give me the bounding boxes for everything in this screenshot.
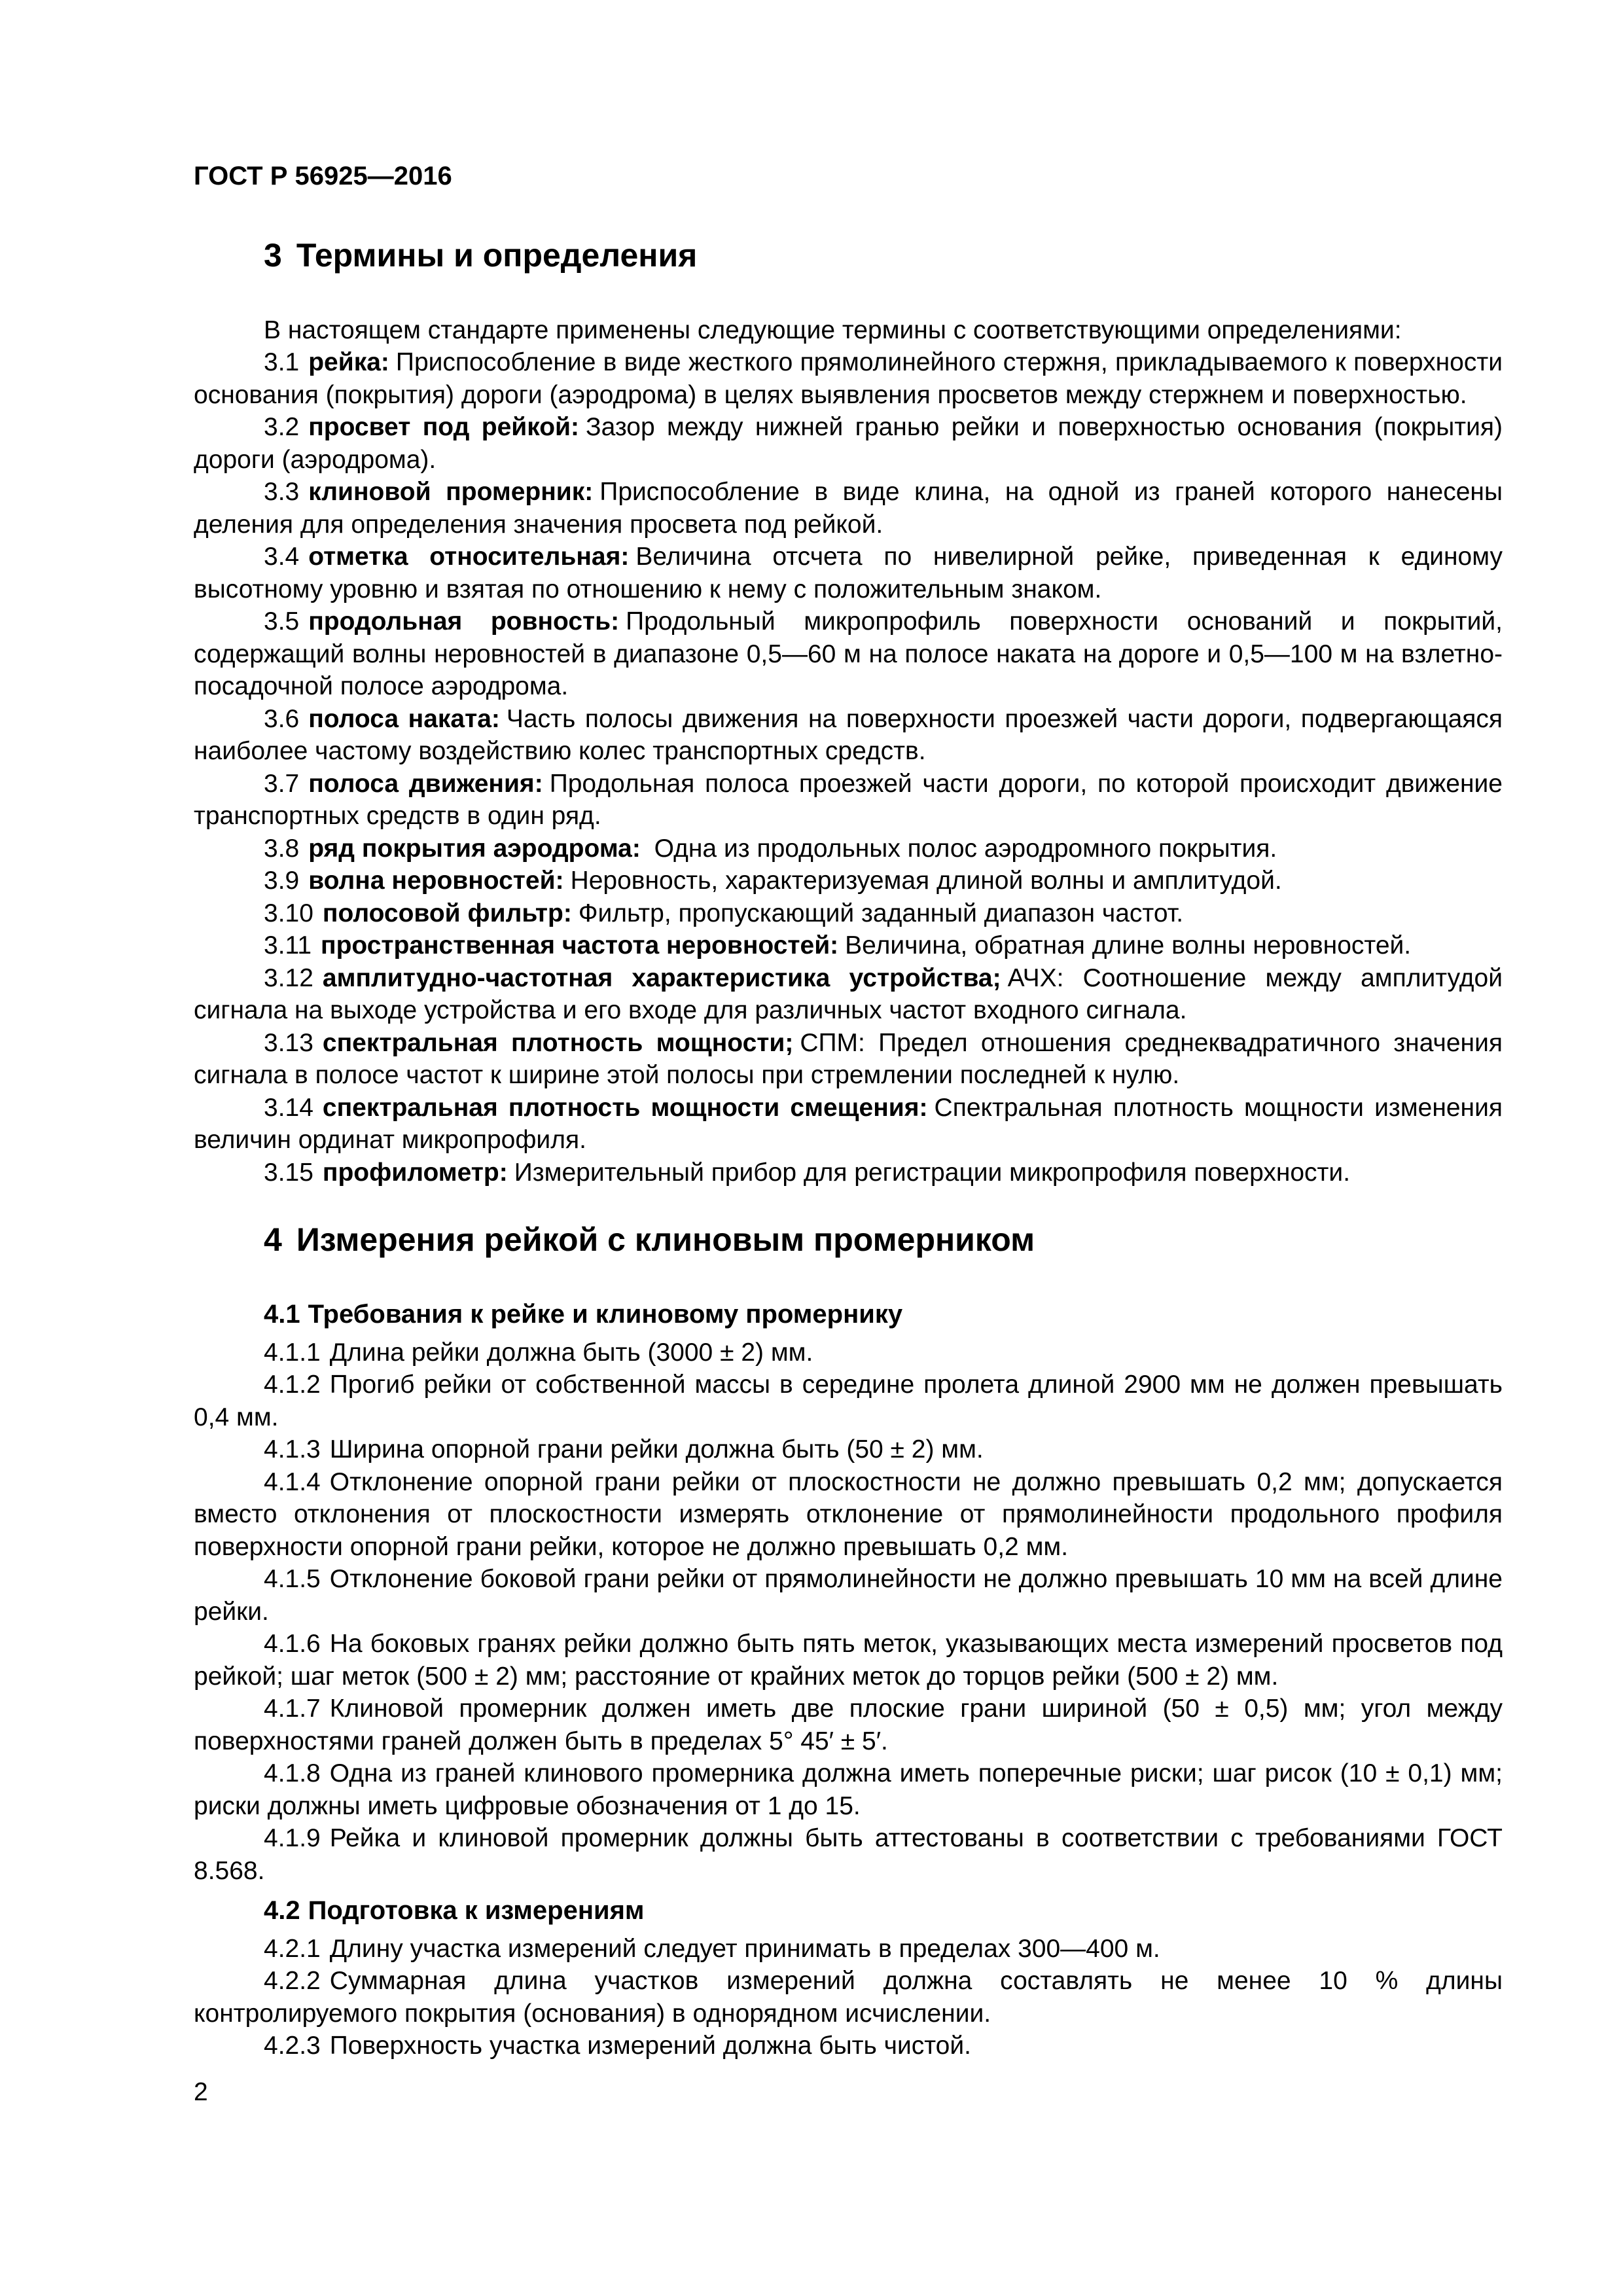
term-definition: Приспособление в виде жесткого прямолинейного стержня, прикладываемого к поверхности основания (покрытия) дороги (аэродрома) в целях выявления просветов между стержнем и поверхностью.	[194, 348, 1503, 409]
term-definition: Продольный микропрофиль поверхности оснований и покрытий, содержащий волны неровностей в диапазоне 0,5—60 м на полосе наката на дороге и 0,5—100 м на взлетно-посадочной полосе аэродрома.	[194, 607, 1503, 700]
section-number: 3	[264, 236, 282, 274]
clause-text: Одна из граней клинового промерника должна иметь поперечные риски; шаг рисок (10 ± 0,1) мм; риски должны иметь цифровые обозначения от 1 до 15.	[194, 1759, 1503, 1820]
term-definition: Величина отсчета по нивелирной рейке, приведенная к единому высотному уровню и взятая по отношению к нему с положительным знаком.	[194, 543, 1503, 603]
term-name: спектральная плотность мощности;	[322, 1028, 794, 1057]
clause-text: Отклонение боковой грани рейки от прямолинейности не должно превышать 10 мм на всей длине рейки.	[194, 1565, 1503, 1626]
section-3-title	[264, 236, 1503, 275]
section-title-text: Термины и определения	[296, 236, 698, 274]
term-definition: Зазор между нижней гранью рейки и поверхностью основания (покрытия) дороги (аэродрома).	[194, 413, 1503, 474]
term-3-2: 3.2 просвет под рейкой: Зазор между нижней гранью рейки и поверхностью основания (покрытия) дороги (аэродрома).	[194, 413, 1503, 474]
term-name: полосовой фильтр:	[322, 899, 572, 927]
clause-4-1-3: 4.1.3 Ширина опорной грани рейки должна быть (50 ± 2) мм.	[264, 1435, 984, 1463]
clause-text: На боковых гранях рейки должно быть пять меток, указывающих места измерений просветов под рейкой; шаг меток (500 ± 2) мм; расстояние от крайних меток до торцов рейки (500 ± 2) мм.	[194, 1630, 1503, 1691]
term-name: клиновой промерник:	[308, 478, 594, 506]
clause-text: Рейка и клиновой промерник должны быть аттестованы в соответствии с требованиями ГОСТ 8.568.	[194, 1824, 1503, 1885]
clause-text: Суммарная длина участков измерений должна составлять не менее 10 % длины контролируемого покрытия (основания) в однорядном исчислении.	[194, 1967, 1503, 2028]
section-number: 4	[264, 1221, 282, 1258]
term-definition: Одна из продольных полос аэродромного покрытия.	[647, 834, 1277, 863]
term-3-8: 3.8 ряд покрытия аэродрома: Одна из продольных полос аэродромного покрытия.	[264, 834, 1277, 863]
term-name: профилометр:	[322, 1158, 508, 1187]
term-3-7: 3.7 полоса движения: Продольная полоса проезжей части дороги, по которой происходит движение транспортных средств в один ряд.	[194, 769, 1503, 830]
clause-4-2-3: 4.2.3 Поверхность участка измерений должна быть чистой.	[264, 2032, 971, 2060]
term-3-12: 3.12 амплитудно-частотная характеристика устройства; АЧХ: Соотношение между амплитудой сигнала на выходе устройства и его входе для различных частот входного сигнала.	[194, 963, 1503, 1024]
clause-4-2-1: 4.2.1 Длину участка измерений следует принимать в пределах 300—400 м.	[264, 1934, 1160, 1963]
clause-text: Длина рейки должна быть (3000 ± 2) мм.	[329, 1338, 813, 1367]
term-definition: СПМ: Предел отношения среднеквадратичного значения сигнала в полосе частот к ширине этой полосы при стремлении последней к нулю.	[194, 1028, 1503, 1089]
clause-text: Длину участка измерений следует принимать в пределах 300—400 м.	[329, 1934, 1160, 1963]
clause-4-1-5: 4.1.5 Отклонение боковой грани рейки от прямолинейности не должно превышать 10 мм на всей длине рейки.	[194, 1565, 1503, 1626]
clause-text: Ширина опорной грани рейки должна быть (50 ± 2) мм.	[329, 1435, 984, 1463]
term-definition: Продольная полоса проезжей части дороги, по которой происходит движение транспортных средств в один ряд.	[194, 769, 1503, 830]
term-name: пространственная частота неровностей:	[321, 931, 839, 960]
term-3-1: 3.1 рейка: Приспособление в виде жесткого прямолинейного стержня, прикладываемого к поверхности основания (покрытия) дороги (аэродрома) в целях выявления просветов между стержнем и поверхностью.	[194, 348, 1503, 409]
subsection-4-1-title: 4.1 Требования к рейке и клиновому промернику	[264, 1300, 903, 1329]
clause-text: Клиновой промерник должен иметь две плоские грани шириной (50 ± 0,5) мм; угол между поверхностями граней должен быть в пределах 5° 45′ ± 5′.	[194, 1695, 1503, 1755]
term-definition: Часть полосы движения на поверхности проезжей части дороги, подвергающаяся наиболее частому воздействию колес транспортных средств.	[194, 704, 1503, 765]
clause-text: Отклонение опорной грани рейки от плоскостности не должно превышать 0,2 мм; допускается вместо отклонения от плоскостности измерять отклонение от прямолинейности продольного профиля поверхности опорной грани рейки, которое не должно превышать 0,2 мм.	[194, 1467, 1503, 1561]
term-definition: Приспособление в виде клина, на одной из граней которого нанесены деления для определения значения просвета под рейкой.	[194, 478, 1503, 539]
term-definition: Величина, обратная длине волны неровностей.	[845, 931, 1412, 960]
document-id: ГОСТ Р 56925—2016	[194, 162, 452, 190]
section-4-title	[264, 1220, 1503, 1259]
term-3-11: 3.11 пространственная частота неровностей: Величина, обратная длине волны неровностей.	[264, 931, 1412, 960]
clause-4-1-7: 4.1.7 Клиновой промерник должен иметь две плоские грани шириной (50 ± 0,5) мм; угол между поверхностями граней должен быть в пределах 5° 45′ ± 5′.	[194, 1695, 1503, 1755]
term-definition: АЧХ: Соотношение между амплитудой сигнала на выходе устройства и его входе для различных частот входного сигнала.	[194, 963, 1503, 1024]
term-3-4: 3.4 отметка относительная: Величина отсчета по нивелирной рейке, приведенная к единому высотному уровню и взятая по отношению к нему с положительным знаком.	[194, 543, 1503, 603]
term-3-10: 3.10 полосовой фильтр: Фильтр, пропускающий заданный диапазон частот.	[264, 899, 1184, 927]
term-3-14: 3.14 спектральная плотность мощности смещения: Спектральная плотность мощности изменения величин ординат микропрофиля.	[194, 1093, 1503, 1154]
clause-4-1-8: 4.1.8 Одна из граней клинового промерника должна иметь поперечные риски; шаг рисок (10 ± 0,1) мм; риски должны иметь цифровые обозначения от 1 до 15.	[194, 1759, 1503, 1820]
term-3-15: 3.15 профилометр: Измерительный прибор для регистрации микропрофиля поверхности.	[264, 1158, 1351, 1187]
term-3-9: 3.9 волна неровностей: Неровность, характеризуемая длиной волны и амплитудой.	[264, 867, 1282, 895]
page-number: 2	[194, 2078, 208, 2106]
term-name: полоса наката:	[308, 704, 500, 733]
clause-4-1-6: 4.1.6 На боковых гранях рейки должно быть пять меток, указывающих места измерений просветов под рейкой; шаг меток (500 ± 2) мм; расстояние от крайних меток до торцов рейки (500 ± 2) мм.	[194, 1630, 1503, 1691]
clause-4-1-9: 4.1.9 Рейка и клиновой промерник должны быть аттестованы в соответствии с требованиями ГОСТ 8.568.	[194, 1824, 1503, 1885]
page-content	[194, 160, 1503, 2062]
term-name: отметка относительная:	[308, 543, 630, 571]
section-title-text: Измерения рейкой с клиновым промерником	[296, 1221, 1035, 1258]
term-name: просвет под рейкой:	[308, 413, 580, 441]
term-3-13: 3.13 спектральная плотность мощности; СПМ: Предел отношения среднеквадратичного значения сигнала в полосе частот к ширине этой полосы при стремлении последней к нулю.	[194, 1028, 1503, 1089]
term-definition: Измерительный прибор для регистрации микропрофиля поверхности.	[514, 1158, 1351, 1187]
term-3-6: 3.6 полоса наката: Часть полосы движения на поверхности проезжей части дороги, подвергающаяся наиболее частому воздействию колес транспортных средств.	[194, 704, 1503, 765]
term-3-5: 3.5 продольная ровность: Продольный микропрофиль поверхности оснований и покрытий, содержащий волны неровностей в диапазоне 0,5—60 м на полосе наката на дороге и 0,5—100 м на взлетно-посадочной полосе аэродрома.	[194, 607, 1503, 700]
clause-text: Прогиб рейки от собственной массы в середине пролета длиной 2900 мм не должен превышать 0,4 мм.	[194, 1371, 1503, 1431]
clause-4-1-2: 4.1.2 Прогиб рейки от собственной массы в середине пролета длиной 2900 мм не должен превышать 0,4 мм.	[194, 1371, 1503, 1431]
term-name: ряд покрытия аэродрома:	[308, 834, 641, 863]
term-name: рейка:	[308, 348, 389, 376]
clause-text: Поверхность участка измерений должна быть чистой.	[329, 2032, 971, 2060]
term-definition: Неровность, характеризуемая длиной волны и амплитудой.	[570, 867, 1282, 895]
term-name: полоса движения:	[308, 769, 543, 798]
term-name: волна неровностей:	[308, 867, 564, 895]
subsection-4-2-title: 4.2 Подготовка к измерениям	[264, 1896, 645, 1925]
term-definition: Фильтр, пропускающий заданный диапазон частот.	[578, 899, 1184, 927]
clause-4-1-4: 4.1.4 Отклонение опорной грани рейки от плоскостности не должно превышать 0,2 мм; допускается вместо отклонения от плоскостности измерять отклонение от прямолинейности продольного профиля поверхности опорной грани рейки, которое не должно превышать 0,2 мм.	[194, 1467, 1503, 1561]
clause-4-2-2: 4.2.2 Суммарная длина участков измерений должна составлять не менее 10 % длины контролируемого покрытия (основания) в однорядном исчислении.	[194, 1967, 1503, 2028]
term-definition: Спектральная плотность мощности изменения величин ординат микропрофиля.	[194, 1093, 1503, 1154]
clause-4-1-1: 4.1.1 Длина рейки должна быть (3000 ± 2) мм.	[264, 1338, 813, 1367]
section-3-intro: В настоящем стандарте применены следующие термины с соответствующими определениями:	[264, 315, 1402, 344]
term-name: амплитудно-частотная характеристика устройства;	[322, 963, 1001, 992]
term-name: продольная ровность:	[308, 607, 620, 636]
term-3-3: 3.3 клиновой промерник: Приспособление в виде клина, на одной из граней которого нанесены деления для определения значения просвета под рейкой.	[194, 478, 1503, 539]
term-name: спектральная плотность мощности смещения:	[322, 1093, 928, 1122]
